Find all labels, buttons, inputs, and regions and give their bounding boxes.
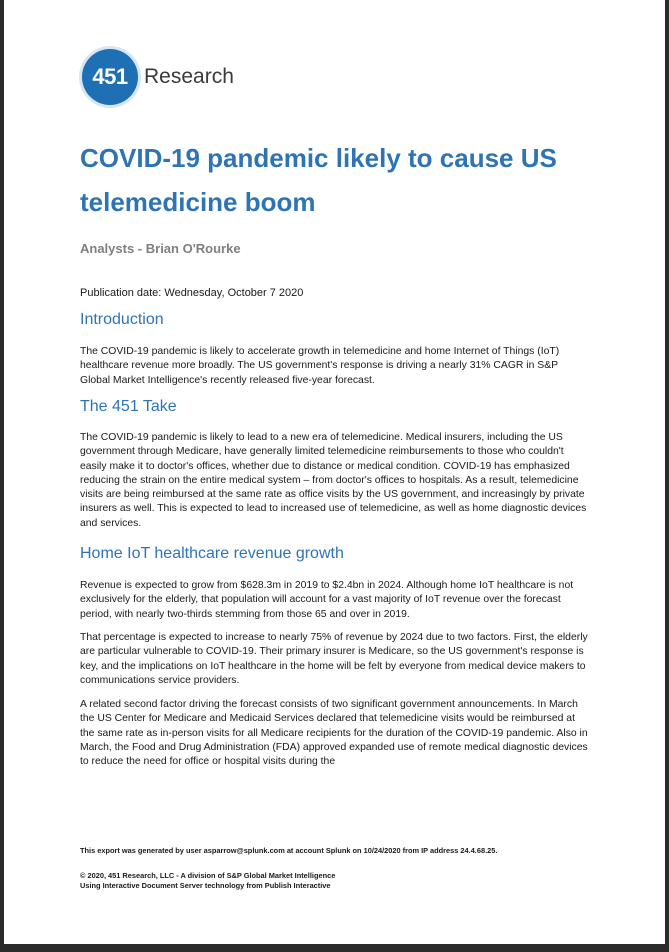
logo-wordmark: Research (144, 65, 234, 88)
publication-date: Publication date: Wednesday, October 7 2020 (80, 287, 304, 299)
copyright-line: © 2020, 451 Research, LLC - A division of S&P Global Market Intelligence (80, 871, 336, 880)
analysts-line: Analysts - Brian O'Rourke (80, 241, 241, 256)
paragraph: A related second factor driving the forecast consists of two significant government announcements. In March the US Center for Medicare and Medicaid Services declared that telemedicine visits would be reimbursed at the same rate as in-person visits for all Medicare recipients for the duration of the COVID-19 pandemic. Also in March, the Food and Drug Administration (FDA) approved expanded use of remote medical diagnostic devices to reduce the need for office or hospital visits during the (80, 699, 588, 768)
technology-line: Using Interactive Document Server technology from Publish Interactive (80, 881, 331, 890)
451-research-logo (82, 49, 234, 105)
section-heading-home-iot: Home IoT healthcare revenue growth (80, 545, 344, 562)
document-page (4, 0, 665, 944)
report-title: COVID-19 pandemic likely to cause US telemedicine boom (80, 143, 557, 217)
section-heading-451-take: The 451 Take (80, 398, 177, 415)
export-note: This export was generated by user asparrow@splunk.com at account Splunk on 10/24/2020 from IP address 24.4.68.25. (80, 846, 498, 855)
section-heading-introduction: Introduction (80, 311, 164, 328)
logo-badge: 451 (82, 49, 138, 105)
paragraph: That percentage is expected to increase to nearly 75% of revenue by 2024 due to two factors. First, the elderly are particular vulnerable to COVID-19. Their primary insurer is Medicare, so the US government's response is key, and the implications on IoT healthcare in the home will be felt by everyone from medical device makers to communications service providers. (80, 632, 588, 686)
paragraph: Revenue is expected to grow from $628.3m in 2019 to $2.4bn in 2024. Although home IoT healthcare is not exclusively for the elderly, that population will account for a vast majority of IoT revenue over the forecast period, with nearly two-thirds stemming from those 65 and over in 2019. (80, 580, 574, 620)
paragraph: The COVID-19 pandemic is likely to accelerate growth in telemedicine and home Internet of Things (IoT) healthcare revenue more broadly. The US government's response is driving a nearly 31% CAGR in S&P Global Market Intelligence's recently released five-year forecast. (80, 346, 560, 386)
paragraph: The COVID-19 pandemic is likely to lead to a new era of telemedicine. Medical insurers, including the US government through Medicare, have generally limited telemedicine reimbursements to those who couldn't easily make it to doctor's offices, whether due to distance or medical condition. COVID-19 has emphasized reducing the strain on the entire medical system – from doctor's offices to hospitals. As a result, telemedicine visits are being reimbursed at the same rate as office visits by the US government, and increasingly by private insurers as well. This is expected to lead to increased use of telemedicine, as well as home diagnostic devices and services. (80, 432, 587, 529)
